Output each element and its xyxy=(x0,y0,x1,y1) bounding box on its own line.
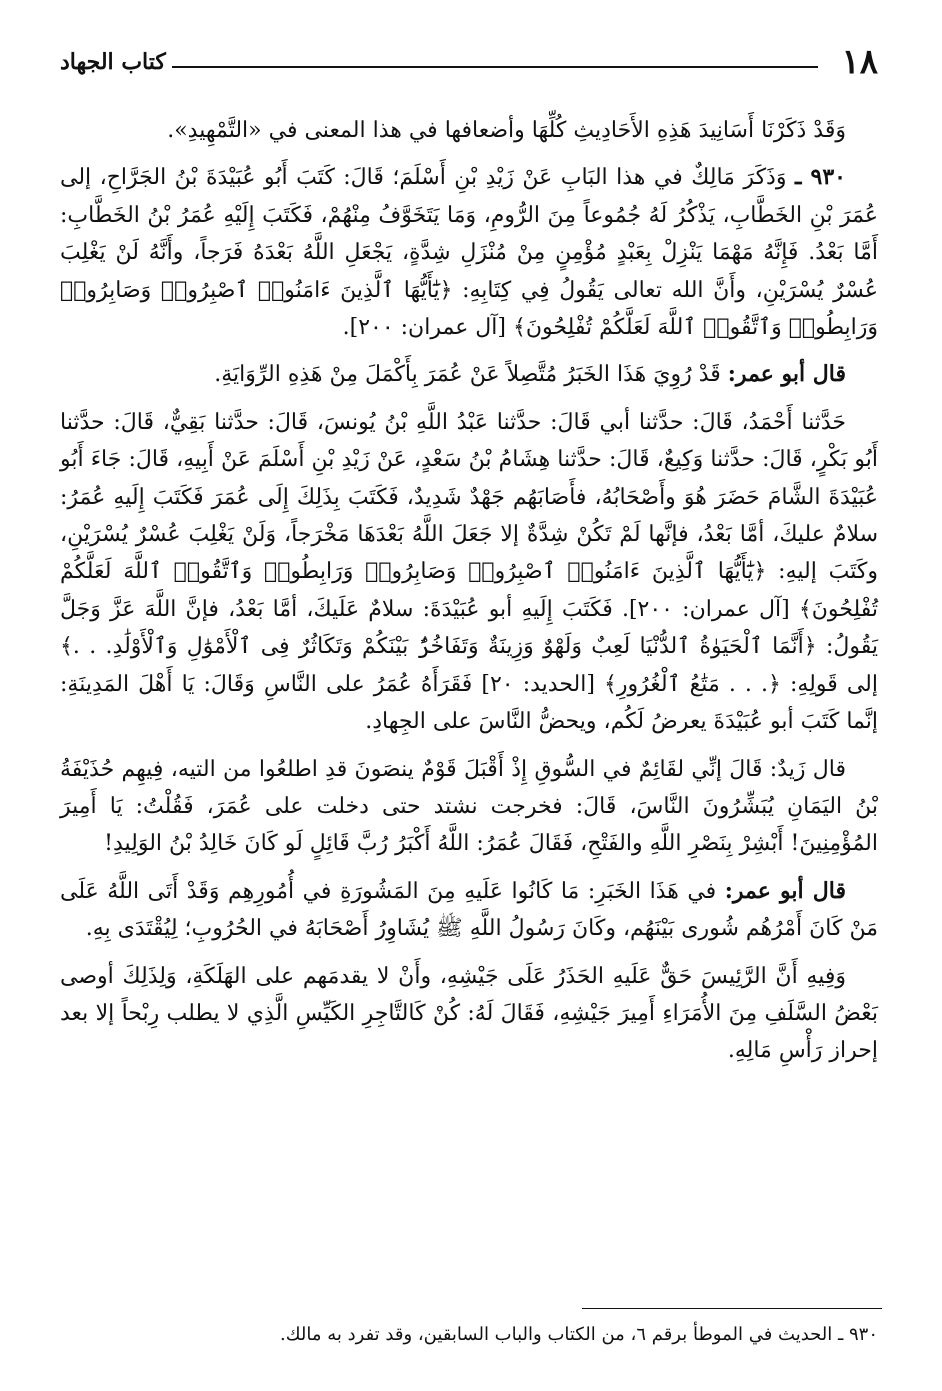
paragraph-abu-umar-2 xyxy=(60,873,878,948)
footnote xyxy=(60,1320,878,1350)
paragraph-tamhid-note xyxy=(60,112,878,149)
speaker-label: قال أبو عمر: xyxy=(727,361,846,388)
page-number: ١٨ xyxy=(841,42,878,82)
speaker-label: قال أبو عمر: xyxy=(724,877,846,904)
paragraph-text: حَدَّثنا أَحْمَدُ، قَالَ: حدَّثنا أبي قَالَ: حدَّثنا عَبْدُ اللَّهِ بْنُ يُونسَ، قَالَ: حدَّثنا بَقِيٌّ، قَالَ: حدَّثنا أَبُو بَكْرٍ، قَالَ: حدَّثنا وَكِيعٌ، قَالَ: حدَّثنا هِشَامُ بْنُ سَعْدٍ، عَنْ زَيْدِ بْنِ أَسْلَمَ عَنْ أَبِيهِ، قَالَ: جَاءَ أَبُو عُبَيْدَةَ الشَّامَ حَضَرَ هُوَ وأَصْحَابُهُ، فأَصَابَهُم جَهْدٌ شَدِيدٌ، فَكَتَبَ بِذَلِكَ إِلَى عُمَرَ فَكَتَبَ إِلَيهِ عُمَرُ: سلامٌ عليكَ، أمَّا بَعْدُ، فإنَّها لَمْ تَكُنْ شِدَّةٌ إلا جَعَلَ اللَّهُ بَعْدَهَا مَخْرَجاً، وَلَنْ يَغْلِبَ عُسْرٌ يُسْرَيْنِ، وكَتَبَ إليهِ: ﴿يَٰٓأَيُّهَا ٱلَّذِينَ ءَامَنُوا۟ ٱصْبِرُوا۟ وَصَابِرُوا۟ وَرَابِطُوا۟ وَٱتَّقُوا۟ ٱللَّهَ لَعَلَّكُمْ تُفْلِحُونَ﴾ [آل عمران: ٢٠٠]. فَكَتَبَ إِلَيهِ أبو عُبَيْدَةَ: سلامٌ عَلَيكَ، أمَّا بَعْدُ، فإنَّ اللَّهَ عَزَّ وَجَلَّ يَقُولُ: ﴿أَنَّمَا ٱلْحَيَوٰةُ ٱلدُّنْيَا لَعِبٌ وَلَهْوٌ وَزِينَةٌ وَتَفَاخُرٌۢ بَيْنَكُمْ وَتَكَاثُرٌ فِى ٱلْأَمْوَٰلِ وَٱلْأَوْلَٰدِ. . .﴾ إلى قَولِهِ: ﴿. . . مَتَٰعُ ٱلْغُرُورِ﴾ [الحديد: ٢٠] فَقَرَأَهُ عُمَرُ على النَّاسِ وَقَالَ: يَا أَهْلَ المَدِينَةِ: إنَّما كَتَبَ أبو عُبَيْدَةَ يعرضُ لَكُم، ويحضُّ النَّاسَ على الجِهادِ. xyxy=(60,409,878,735)
paragraph-leader-caution xyxy=(60,958,878,1070)
footnote-text: ٩٣٠ ـ الحديث في الموطأ برقم ٦، من الكتاب والباب السابقين، وقد تفرد به مالك. xyxy=(280,1324,878,1345)
header-rule xyxy=(172,66,818,68)
paragraph-text: وَفِيهِ أَنَّ الرَّئِيسَ حَقٌّ عَلَيهِ الحَذَرُ عَلَى جَيْشِهِ، وأَنْ لا يقدمَهم على الهَلَكَةِ، وَلِذَلِكَ أوصى بَعْضُ السَّلَفِ مِنَ الأُمَرَاءِ أَمِيرَ جَيْشِهِ، فَقَالَ لَهُ: كُنْ كَالتَّاجِرِ الكَيِّسِ الَّذِي لا يطلب رِبْحاً إلا بعد إحراز رَأْسِ مَالِهِ. xyxy=(60,963,878,1064)
footnote-rule xyxy=(582,1308,882,1309)
paragraph-hadith-930 xyxy=(60,159,878,346)
paragraph-text: في هَذَا الخَبَرِ: مَا كَانُوا عَلَيهِ مِنَ المَشُورَةِ في أُمُورِهِم وَقَدْ أَتَى اللَّهُ عَلَى مَنْ كَانَ أَمْرُهُم شُورى بَيْنَهُم، وكَانَ رَسُولُ اللَّهِ ﷺ يُشَاوِرُ أَصْحَابَهُ في الحُرُوبِ؛ لِيُقْتَدَى بِهِ. xyxy=(60,878,878,942)
page-header xyxy=(60,44,878,80)
paragraph-isnad-narration xyxy=(60,404,878,741)
paragraph-zayd-narration xyxy=(60,751,878,863)
paragraph-abu-umar-1 xyxy=(60,356,878,393)
paragraph-text: وَقَدْ ذَكَرْنَا أَسَانِيدَ هَذِهِ الأَحَادِيثِ كُلِّهَا وأضعافها في هذا المعنى في «التَّمْهِيدِ». xyxy=(167,118,846,143)
page-body xyxy=(60,112,878,1080)
book-title: كتاب الجهاد xyxy=(60,49,166,75)
paragraph-text: قَدْ رُوِيَ هَذَا الخَبَرُ مُتَّصِلاً عَنْ عُمَرَ بِأَكْمَلَ مِنْ هَذِهِ الرِّوَايَةِ. xyxy=(214,362,721,388)
paragraph-text: قال زَيدٌ: قَالَ إنِّي لقَائِمٌ في السُّوقِ إِذْ أَقْبَلَ قَوْمٌ ينصَونَ قدِ اطلعُوا من التيه، فِيهِم حُذَيْفَةُ بْنُ اليَمَانِ يُبَشِّرُونَ النَّاسَ، قَالَ: فخرجت نشتد حتى دخلت على عُمَرَ، فَقُلْتُ: يَا أَمِيرَ المُؤْمِنِينَ! أَبْشِرْ بِنَصْرِ اللَّهِ والفَتْحِ، فَقَالَ عُمَرُ: اللَّهُ أَكْبَرُ رُبَّ قَائِلٍ لَو كَانَ خَالِدُ بْنُ الوَلِيدِ! xyxy=(60,756,878,857)
hadith-number: ٩٣٠ ـ xyxy=(794,164,846,191)
paragraph-text: وَذَكَرَ مَالِكٌ في هذا البَابِ عَنْ زَيْدِ بْنِ أَسْلَمَ؛ قَالَ: كَتَبَ أَبُو عُبَيْدَةَ بْنُ الجَرَّاحِ، إلى عُمَرَ بْنِ الخَطَّابِ، يَذْكُرُ لَهُ جُمُوعاً مِنَ الرُّومِ، وَمَا يَتَخَوَّفُ مِنْهُمْ، فَكَتَبَ إِلَيْهِ عُمَرُ بْنُ الخَطَّابِ: أَمَّا بَعْدُ. فَإِنَّهُ مَهْمَا يَنْزِلْ بِعَبْدٍ مُؤْمِنٍ مِنْ مُنْزَلِ شِدَّةٍ، يَجْعَلِ اللَّهُ بَعْدَهُ فَرَجاً، وأَنَّهُ لَنْ يَغْلِبَ عُسْرٌ يُسْرَيْنِ، وأَنَّ الله تعالى يَقُولُ فِي كِتَابِهِ: ﴿يَٰٓأَيُّهَا ٱلَّذِينَ ءَامَنُوا۟ ٱصْبِرُوا۟ وَصَابِرُوا۟ وَرَابِطُوا۟ وَٱتَّقُوا۟ ٱللَّهَ لَعَلَّكُمْ تُفْلِحُونَ﴾ [آل عمران: ٢٠٠]. xyxy=(60,165,878,341)
